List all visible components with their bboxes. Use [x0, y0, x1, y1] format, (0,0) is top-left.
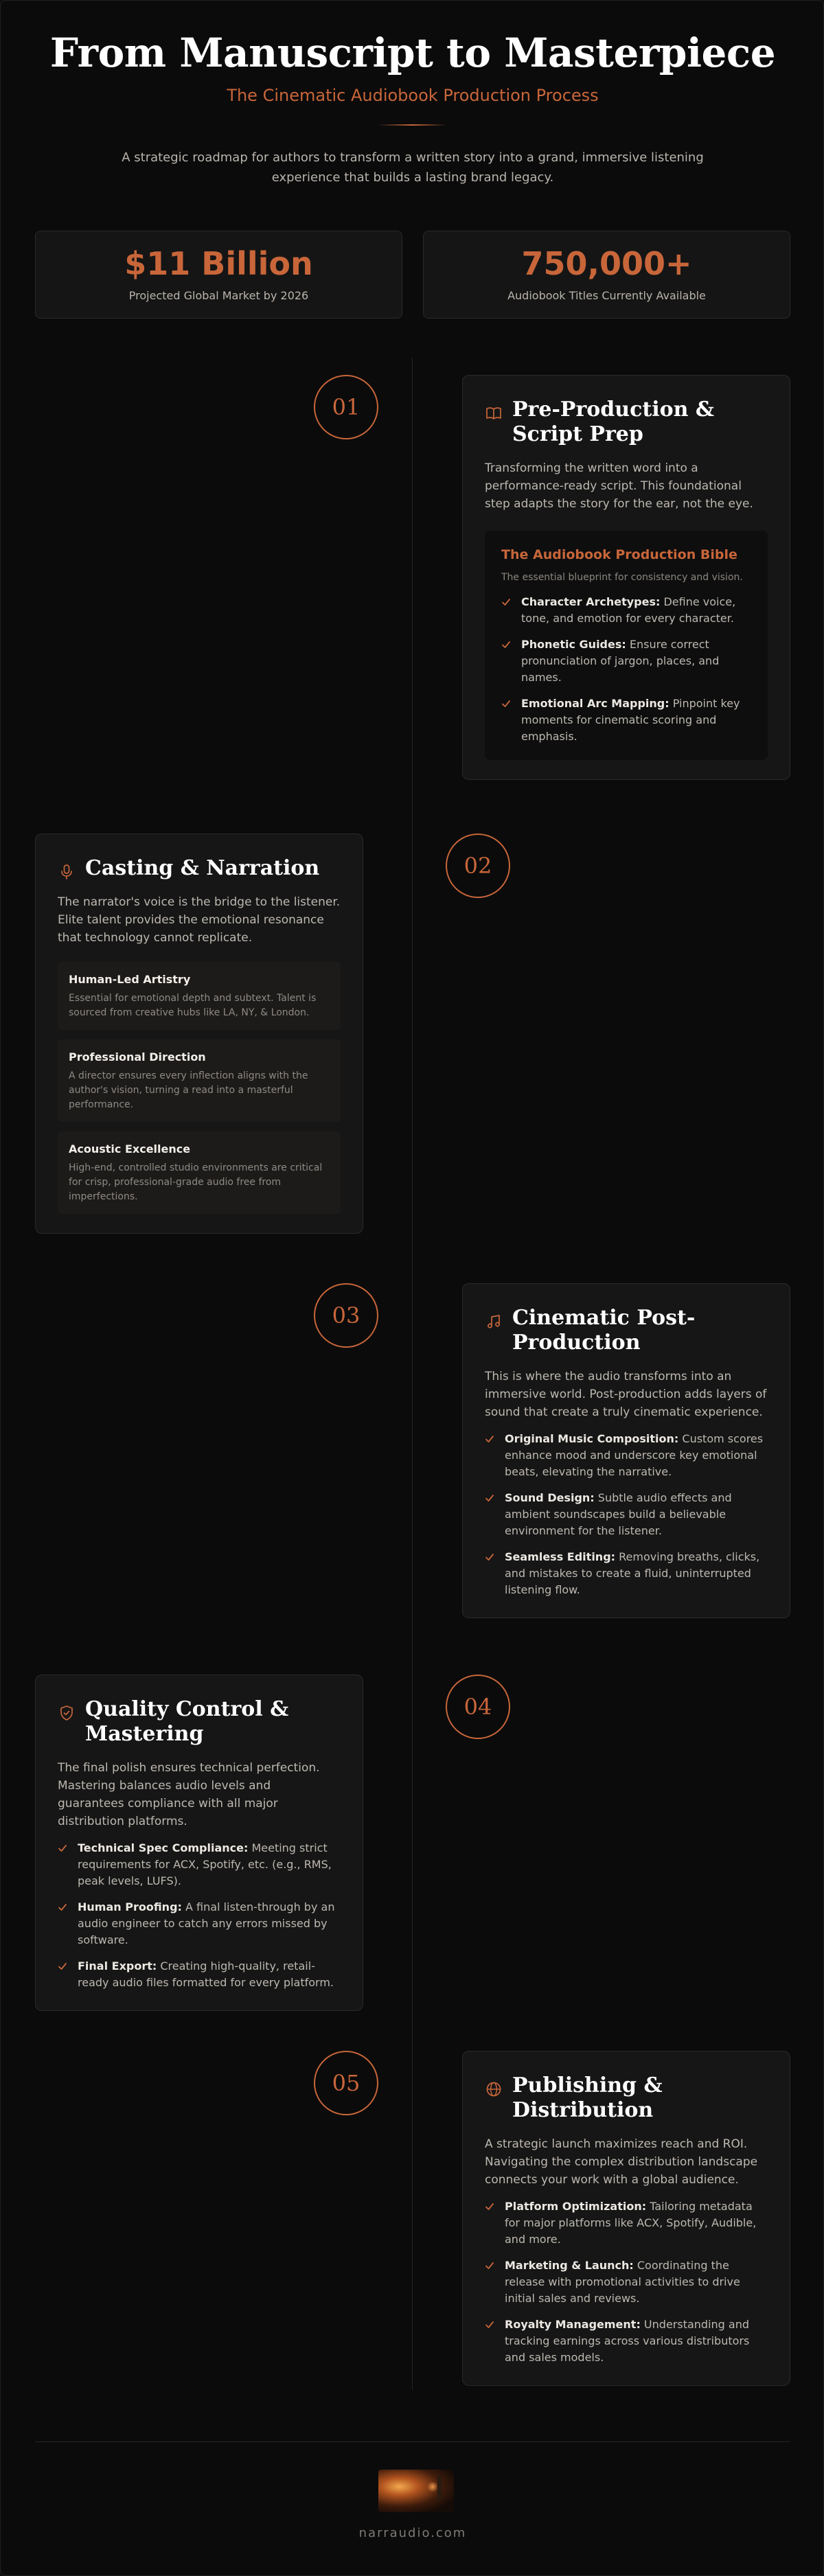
step-card-casting	[35, 833, 363, 1234]
music-note-icon	[485, 1313, 503, 1331]
footer-site-link[interactable]: narraudio.com	[358, 2526, 467, 2540]
item-text: Define voice, tone, and emotion for every character.	[521, 595, 736, 625]
globe-icon	[485, 2080, 503, 2098]
bible-subtitle: The essential blueprint for consistency and vision.	[501, 572, 743, 583]
list-item	[501, 695, 751, 745]
item-bold: Seamless Editing:	[505, 1550, 616, 1563]
list-item	[485, 1549, 768, 1598]
page-subtitle: The Cinematic Audiobook Production Process	[227, 86, 599, 105]
check-icon	[501, 699, 511, 709]
item-text: Meeting strict requirements for ACX, Spotify, etc. (e.g., RMS, peak levels, LUFS).	[78, 1841, 332, 1887]
step-description: The narrator's voice is the bridge to the listener. Elite talent provides the emotional resonance that technology cannot replicate.	[58, 895, 341, 945]
stat-value: 750,000+	[521, 245, 692, 282]
quality-checklist	[58, 1840, 341, 1991]
feature-text: Essential for emotional depth and subtext. Talent is sourced from creative hubs like LA, NY, & London.	[69, 993, 317, 1018]
stat-label: Projected Global Market by 2026	[128, 289, 309, 302]
item-bold: Marketing & Launch:	[505, 2259, 634, 2272]
item-bold: Platform Optimization:	[505, 2200, 647, 2213]
step-number-04: 04	[446, 1675, 510, 1739]
list-item	[501, 594, 751, 627]
item-bold: Technical Spec Compliance:	[78, 1841, 249, 1854]
step-card-pre-production	[462, 375, 790, 780]
check-icon	[485, 1434, 494, 1444]
feature-title: Human-Led Artistry	[69, 973, 191, 986]
item-text: Pinpoint key moments for cinematic scoring and emphasis.	[521, 697, 740, 743]
step-card-post-production	[462, 1283, 790, 1618]
list-item	[485, 1431, 768, 1480]
list-item	[485, 1490, 768, 1539]
step-title: Quality Control & Mastering	[85, 1697, 289, 1746]
step-title: Publishing & Distribution	[512, 2073, 663, 2122]
item-text: Understanding and tracking earnings across various distributors and sales models.	[505, 2318, 750, 2364]
item-bold: Emotional Arc Mapping:	[521, 697, 670, 710]
check-icon	[501, 640, 511, 649]
distribution-checklist	[485, 2198, 768, 2366]
feature-box-direction	[58, 1039, 341, 1122]
step-card-distribution	[462, 2051, 790, 2386]
item-bold: Final Export:	[78, 1959, 157, 1973]
step-description: Transforming the written word into a performance-ready script. This foundational step adapts the story for the ear, not the eye.	[485, 461, 753, 511]
post-production-checklist	[485, 1431, 768, 1598]
list-item	[58, 1899, 341, 1948]
book-icon	[485, 404, 503, 422]
check-icon	[485, 2202, 494, 2211]
brand-logo-image[interactable]	[378, 2470, 454, 2512]
check-icon	[58, 1962, 67, 1971]
item-text: Removing breaths, clicks, and mistakes to create a fluid, uninterrupted listening flow.	[505, 1550, 760, 1596]
item-text: Ensure correct pronunciation of jargon, places, and names.	[521, 638, 720, 684]
bible-checklist	[501, 594, 751, 745]
stat-label: Audiobook Titles Currently Available	[507, 289, 706, 302]
step-title: Pre-Production & Script Prep	[512, 398, 714, 446]
step-number-01: 01	[314, 375, 378, 439]
item-text: Subtle audio effects and ambient soundscapes build a believable environment for the listener.	[505, 1491, 732, 1537]
footer-divider	[35, 2441, 790, 2442]
item-text: Tailoring metadata for major platforms like ACX, Spotify, Audible, and more.	[505, 2200, 757, 2246]
feature-title: Professional Direction	[69, 1050, 206, 1063]
item-bold: Original Music Composition:	[505, 1432, 679, 1445]
item-bold: Character Archetypes:	[521, 595, 661, 608]
stat-value: $11 Billion	[124, 245, 313, 282]
check-icon	[485, 1552, 494, 1562]
list-item	[58, 1840, 341, 1889]
check-icon	[58, 1902, 67, 1912]
step-number-05: 05	[314, 2051, 378, 2115]
list-item	[58, 1958, 341, 1991]
check-icon	[485, 2320, 494, 2330]
item-text: Creating high-quality, retail-ready audio files formatted for every platform.	[78, 1959, 334, 1989]
list-item	[485, 2316, 768, 2366]
item-bold: Human Proofing:	[78, 1900, 182, 1913]
bible-title: The Audiobook Production Bible	[501, 547, 737, 562]
feature-box-acoustic	[58, 1131, 341, 1214]
intro-text: A strategic roadmap for authors to transform a written story into a grand, immersive listening experience that builds a lasting brand legacy.	[122, 150, 704, 185]
item-bold: Royalty Management:	[505, 2318, 641, 2331]
step-number-02: 02	[446, 833, 510, 898]
item-text: Custom scores enhance mood and underscore key emotional beats, elevating the narrative.	[505, 1432, 764, 1478]
item-bold: Sound Design:	[505, 1491, 595, 1504]
step-description: The final polish ensures technical perfection. Mastering balances audio levels and guarantees compliance with all major distribution platforms.	[58, 1761, 320, 1828]
list-item	[485, 2257, 768, 2307]
stat-card-market	[35, 231, 402, 319]
list-item	[501, 636, 751, 686]
step-description: A strategic launch maximizes reach and ROI. Navigating the complex distribution landscape connects your work with a global audience.	[485, 2137, 758, 2187]
stat-card-titles	[423, 231, 790, 319]
check-icon	[501, 597, 511, 607]
feature-text: A director ensures every inflection aligns with the author's vision, turning a read into a masterful performance.	[69, 1070, 308, 1110]
step-title: Casting & Narration	[85, 856, 320, 880]
check-icon	[485, 1493, 494, 1503]
feature-title: Acoustic Excellence	[69, 1142, 191, 1155]
check-icon	[58, 1843, 67, 1853]
list-item	[485, 2198, 768, 2248]
step-card-quality-control	[35, 1675, 363, 2011]
microphone-icon	[58, 863, 76, 881]
timeline-line	[412, 358, 413, 2390]
item-bold: Phonetic Guides:	[521, 638, 626, 651]
step-number-03: 03	[314, 1283, 378, 1348]
item-text: Coordinating the release with promotional activities to drive initial sales and reviews.	[505, 2259, 740, 2305]
item-text: A final listen-through by an audio engineer to catch any errors missed by software.	[78, 1900, 335, 1946]
feature-text: High-end, controlled studio environments are critical for crisp, professional-grade audio free from imperfections.	[69, 1162, 323, 1202]
step-title: Cinematic Post-Production	[512, 1306, 696, 1355]
check-icon	[485, 2261, 494, 2270]
page-title: From Manuscript to Masterpiece	[49, 30, 776, 76]
shield-check-icon	[58, 1704, 76, 1722]
step-description: This is where the audio transforms into an immersive world. Post-production adds layers of sound that create a truly cinematic experience.	[485, 1370, 767, 1419]
production-bible-box	[485, 531, 768, 760]
title-divider	[378, 124, 447, 126]
feature-box-human-artistry	[58, 962, 341, 1030]
